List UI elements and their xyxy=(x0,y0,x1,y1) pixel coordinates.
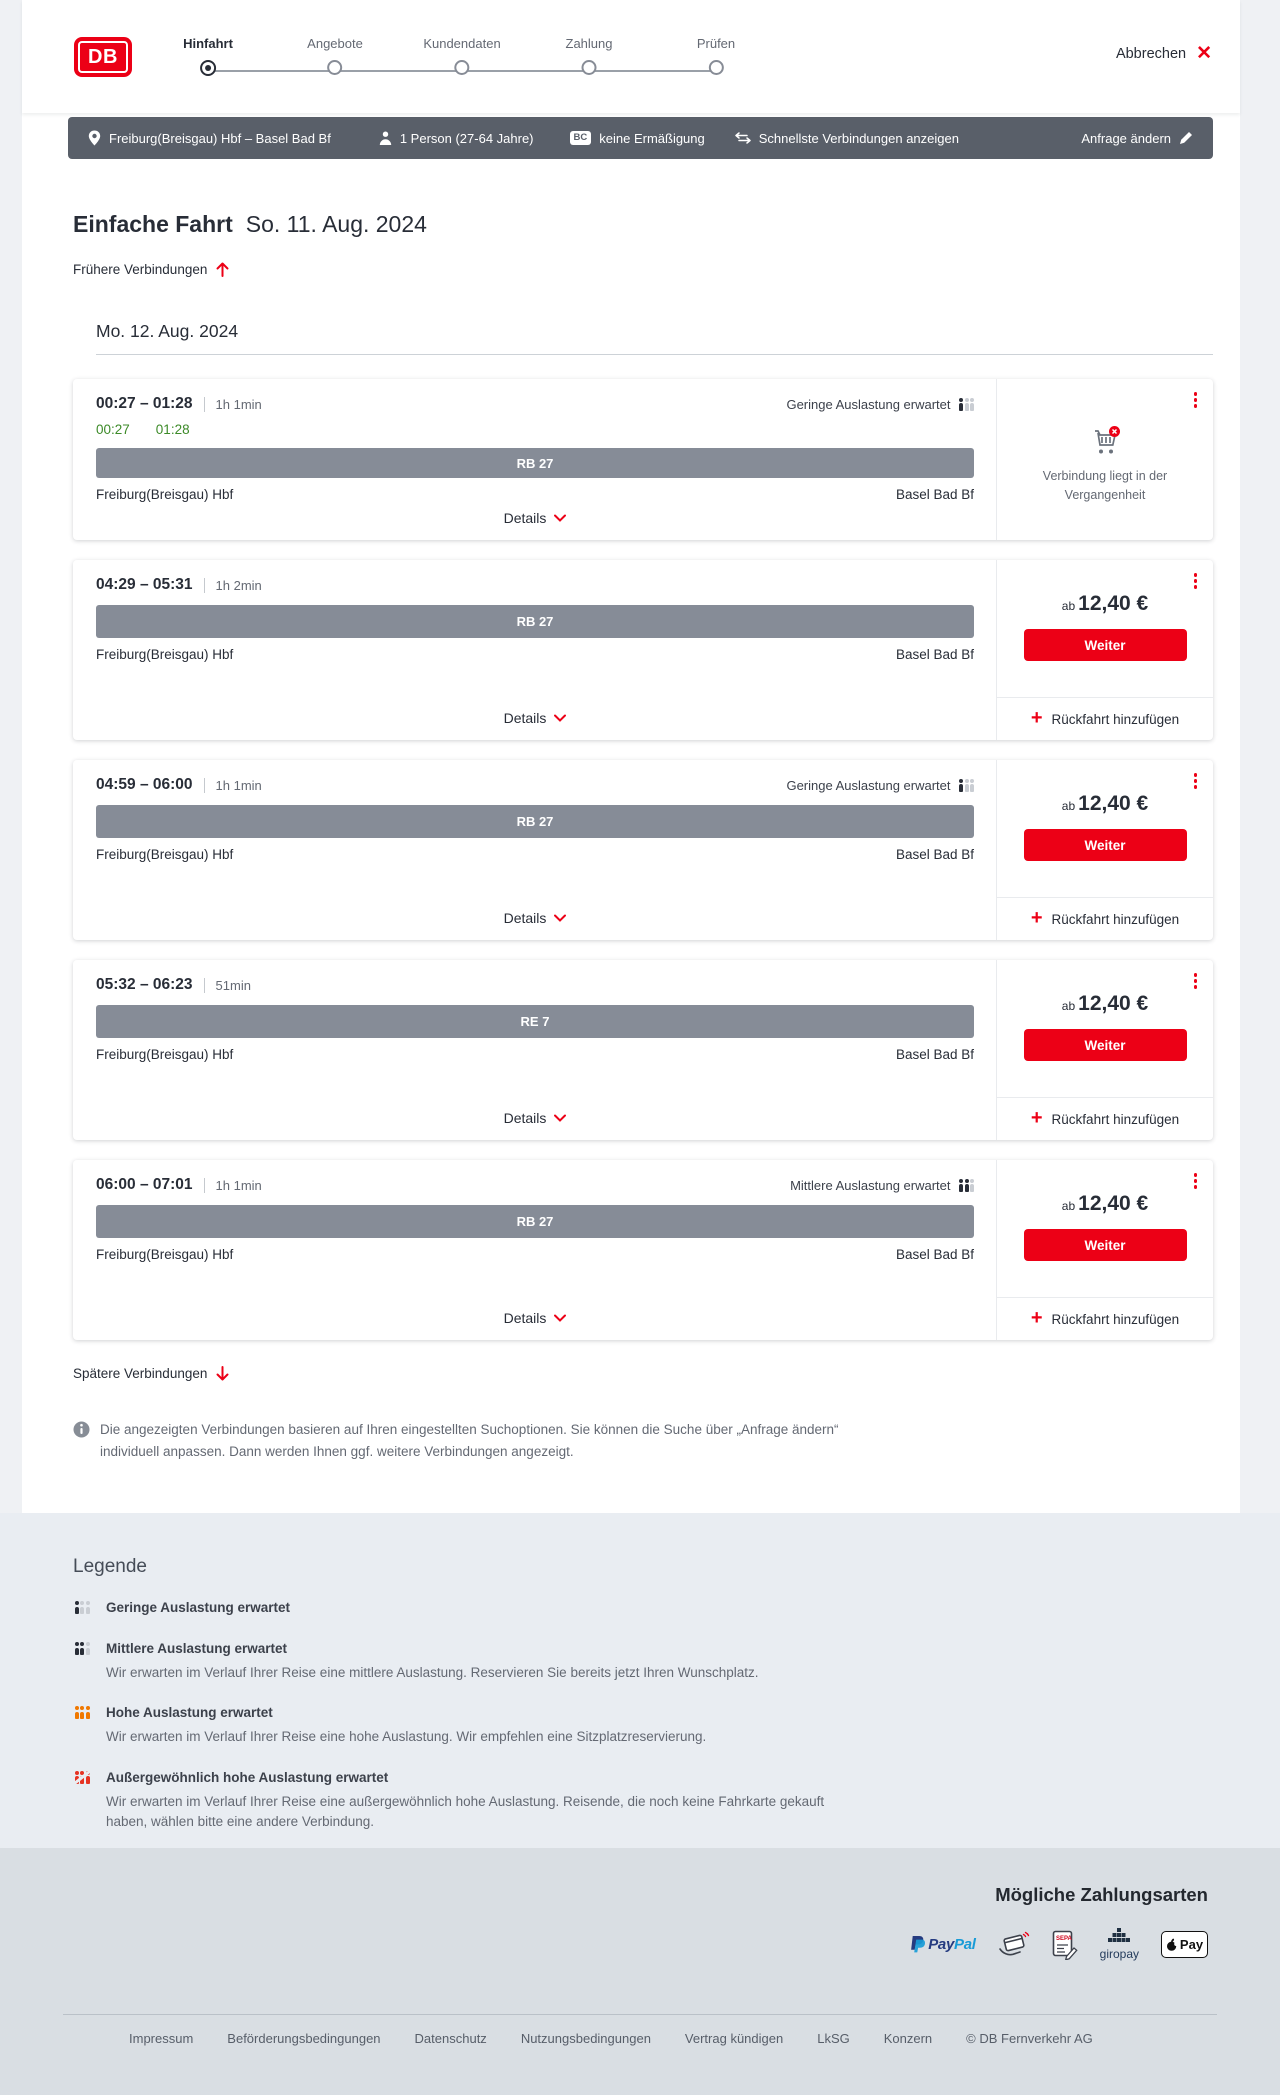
legend-item-medium xyxy=(73,1641,1280,1683)
more-options-button[interactable] xyxy=(1191,770,1201,792)
occupancy-low-icon xyxy=(958,779,975,792)
giropay-icon xyxy=(1100,1928,1139,1961)
departure-station: Freiburg(Breisgau) Hbf xyxy=(96,847,234,862)
plus-icon: + xyxy=(1030,1107,1043,1129)
arrival-station: Basel Bad Bf xyxy=(895,1247,974,1262)
location-pin-icon xyxy=(88,130,101,146)
cancel-label: Abbrechen xyxy=(1115,45,1187,62)
connection-main xyxy=(73,560,996,740)
price xyxy=(1062,592,1148,616)
more-options-button[interactable] xyxy=(1191,970,1201,992)
occupancy-indicator xyxy=(786,778,974,793)
connection-times: 04:29 – 05:31 xyxy=(96,576,193,593)
discount-summary xyxy=(570,131,705,146)
discount-text: keine Ermäßigung xyxy=(599,130,705,146)
connection-duration: 1h 1min xyxy=(204,397,262,412)
connection-duration: 1h 2min xyxy=(204,578,262,593)
occupancy-label: Geringe Auslastung erwartet xyxy=(786,396,951,412)
later-connections-link[interactable] xyxy=(73,1366,229,1381)
connection-times: 05:32 – 06:23 xyxy=(96,976,193,993)
cancel-button[interactable] xyxy=(1116,44,1212,63)
trip-date: So. 11. Aug. 2024 xyxy=(245,211,427,237)
svg-text:SEPA: SEPA xyxy=(1055,1935,1072,1942)
legend-item-label: Hohe Auslastung erwartet xyxy=(106,1705,273,1721)
price-amount: 12,40 € xyxy=(1078,792,1149,815)
occupancy-medium-icon xyxy=(958,1179,975,1192)
train-label: RB 27 xyxy=(516,1214,554,1229)
price-prefix: ab xyxy=(1061,999,1076,1013)
earlier-connections-link[interactable] xyxy=(73,262,229,277)
passenger-summary xyxy=(379,131,534,146)
arrival-station: Basel Bad Bf xyxy=(895,1047,974,1062)
chevron-down-icon xyxy=(554,1314,566,1322)
db-logo-text: DB xyxy=(88,45,118,68)
step-dot-icon xyxy=(454,60,469,75)
page-title xyxy=(73,211,1213,238)
search-options-note-text: Die angezeigten Verbindungen basieren auf Ihren eingestellten Suchoptionen. Sie können die Suche über „Anfrage ändern“ individuell anpassen. Dann werden Ihnen ggf. weitere Verbindungen angezeigt. xyxy=(100,1422,839,1459)
add-return-button[interactable] xyxy=(1030,1307,1180,1329)
occupancy-low-icon xyxy=(73,1601,90,1614)
past-note-text: Verbindung liegt in der Vergangenheit xyxy=(1042,469,1168,502)
earlier-connections-label: Frühere Verbindungen xyxy=(73,262,208,277)
connection-main xyxy=(73,379,996,540)
details-toggle[interactable] xyxy=(504,502,567,530)
price xyxy=(1062,992,1148,1016)
connection-times: 06:00 – 07:01 xyxy=(96,1176,193,1193)
connection-main xyxy=(73,760,996,940)
payment-methods xyxy=(910,1928,1208,1961)
legend-item-label: Geringe Auslastung erwartet xyxy=(106,1600,291,1615)
connection-side-panel xyxy=(996,960,1213,1140)
arrow-up-icon xyxy=(216,262,229,277)
details-label: Details xyxy=(503,510,547,526)
connection-duration: 51min xyxy=(204,978,251,993)
footer-link-vertrag-kuendigen[interactable]: Vertrag kündigen xyxy=(684,2031,784,2046)
plus-icon: + xyxy=(1030,907,1043,929)
chevron-down-icon xyxy=(554,914,566,922)
paypal-text: Pal xyxy=(954,1936,976,1953)
occupancy-exceptional-icon xyxy=(73,1771,90,1784)
train-label: RB 27 xyxy=(516,614,554,629)
bahncard-icon: BC xyxy=(570,131,592,145)
train-segment-bar[interactable] xyxy=(96,1205,974,1238)
past-connection-note xyxy=(997,379,1213,540)
price-prefix: ab xyxy=(1061,599,1076,613)
connection-duration: 1h 1min xyxy=(204,778,262,793)
details-toggle[interactable] xyxy=(504,902,567,930)
details-toggle[interactable] xyxy=(504,1102,567,1130)
chevron-down-icon xyxy=(554,714,566,722)
footer-link-nutzungsbedingungen[interactable]: Nutzungsbedingungen xyxy=(520,2031,651,2046)
departure-station: Freiburg(Breisgau) Hbf xyxy=(96,1247,234,1262)
legend-item-desc: Wir erwarten im Verlauf Ihrer Reise eine außergewöhnlich hohe Auslastung. Reisende, die noch keine Fahrkarte gekauft haben, wählen bitte eine andere Verbindung. xyxy=(106,1793,825,1829)
connection-card xyxy=(73,760,1213,940)
weiter-button[interactable]: Weiter xyxy=(1024,1029,1187,1061)
train-segment-bar[interactable] xyxy=(96,448,974,478)
details-toggle[interactable] xyxy=(504,1302,567,1330)
legend-item-desc: Wir erwarten im Verlauf Ihrer Reise eine hohe Auslastung. Wir empfehlen eine Sitzplatzreservierung. xyxy=(106,1729,707,1745)
search-options-note xyxy=(73,1419,853,1462)
price-amount: 12,40 € xyxy=(1078,592,1149,615)
credit-card-icon xyxy=(998,1931,1030,1959)
giropay-label: giropay xyxy=(1099,1947,1139,1961)
footer-link-impressum[interactable]: Impressum xyxy=(129,2031,194,2046)
add-return-button[interactable] xyxy=(1030,907,1180,929)
add-return-label: Rückfahrt hinzufügen xyxy=(1051,711,1180,727)
apple-pay-icon xyxy=(1161,1931,1208,1958)
connection-side-panel xyxy=(996,379,1213,540)
connection-list xyxy=(73,379,1213,1340)
price xyxy=(1062,792,1148,816)
day-separator xyxy=(96,354,1213,355)
route-summary xyxy=(88,130,331,146)
footer-link-konzern[interactable]: Konzern xyxy=(883,2031,933,2046)
footer xyxy=(63,2014,1217,2046)
occupancy-label: Geringe Auslastung erwartet xyxy=(786,777,951,793)
db-logo[interactable] xyxy=(74,37,132,77)
step-hinfahrt[interactable] xyxy=(183,36,233,76)
train-segment-bar[interactable] xyxy=(96,1005,974,1038)
step-dot-icon xyxy=(327,60,342,75)
details-label: Details xyxy=(503,910,547,926)
step-label: Angebote xyxy=(307,36,363,51)
weiter-button[interactable]: Weiter xyxy=(1024,829,1187,861)
arrival-station: Basel Bad Bf xyxy=(895,647,974,662)
weiter-button[interactable]: Weiter xyxy=(1024,1229,1187,1261)
occupancy-label: Mittlere Auslastung erwartet xyxy=(790,1177,951,1193)
step-zahlung[interactable] xyxy=(566,36,613,75)
add-return-label: Rückfahrt hinzufügen xyxy=(1051,1311,1180,1327)
step-label: Hinfahrt xyxy=(183,36,233,51)
step-label: Kundendaten xyxy=(423,36,501,51)
connection-card xyxy=(73,1160,1213,1340)
more-options-button[interactable] xyxy=(1191,570,1201,592)
price-prefix: ab xyxy=(1061,799,1076,813)
price xyxy=(1062,1192,1148,1216)
day-section-header xyxy=(96,321,1213,355)
step-dot-active-icon xyxy=(200,60,216,76)
arrival-station: Basel Bad Bf xyxy=(895,847,974,862)
connection-card xyxy=(73,560,1213,740)
change-request-label: Anfrage ändern xyxy=(1081,130,1171,146)
footer-copyright: © DB Fernverkehr AG xyxy=(966,2031,1093,2046)
trip-type-title: Einfache Fahrt xyxy=(73,211,233,237)
add-return-button[interactable] xyxy=(1030,1107,1180,1129)
more-options-button[interactable] xyxy=(1191,1170,1201,1192)
route-text: Freiburg(Breisgau) Hbf – Basel Bad Bf xyxy=(109,130,331,146)
footer-link-befoerderungsbedingungen[interactable]: Beförderungsbedingungen xyxy=(227,2031,381,2046)
connection-duration: 1h 1min xyxy=(204,1178,262,1193)
step-label: Prüfen xyxy=(696,36,736,51)
sepa-direct-debit-icon xyxy=(1052,1930,1078,1960)
price-prefix: ab xyxy=(1061,1199,1076,1213)
occupancy-medium-icon xyxy=(73,1642,90,1655)
occupancy-high-icon xyxy=(73,1706,90,1719)
train-label: RE 7 xyxy=(520,1014,550,1029)
connection-card xyxy=(73,960,1213,1140)
step-dot-icon xyxy=(709,60,724,75)
legend-item-low xyxy=(73,1600,1280,1619)
payment-section xyxy=(0,1848,1280,2095)
legend-item-label: Mittlere Auslastung erwartet xyxy=(106,1641,288,1656)
legend-item-desc: Wir erwarten im Verlauf Ihrer Reise eine mittlere Auslastung. Reservieren Sie bereits jetzt Ihren Wunschplatz. xyxy=(106,1665,759,1680)
plus-icon: + xyxy=(1030,1307,1043,1329)
weiter-button[interactable]: Weiter xyxy=(1024,629,1187,661)
realtime-arrival: 01:28 xyxy=(155,422,190,437)
plus-icon: + xyxy=(1030,707,1043,729)
legend-title: Legende xyxy=(73,1556,147,1577)
add-return-button[interactable] xyxy=(1030,707,1180,729)
apple-pay-label: Pay xyxy=(1179,1937,1204,1952)
connection-side-panel xyxy=(996,1160,1213,1340)
more-options-button[interactable] xyxy=(1191,389,1201,411)
connection-times: 04:59 – 06:00 xyxy=(96,776,193,793)
details-label: Details xyxy=(503,1310,547,1326)
arrival-station: Basel Bad Bf xyxy=(895,487,974,502)
search-summary-bar xyxy=(68,117,1213,159)
connection-times: 00:27 – 01:28 xyxy=(96,395,193,412)
person-icon xyxy=(379,131,392,145)
details-label: Details xyxy=(503,710,547,726)
price-amount: 12,40 € xyxy=(1078,992,1149,1015)
occupancy-indicator xyxy=(786,397,974,412)
realtime-times xyxy=(96,422,974,437)
paypal-text: Pay xyxy=(928,1936,955,1953)
occupancy-indicator xyxy=(790,1178,974,1193)
departure-station: Freiburg(Breisgau) Hbf xyxy=(96,1047,234,1062)
cart-unavailable-icon xyxy=(1087,424,1123,457)
connection-card xyxy=(73,379,1213,540)
train-segment-bar[interactable] xyxy=(96,605,974,638)
pencil-icon xyxy=(1179,131,1193,145)
info-icon xyxy=(73,1421,90,1438)
price-amount: 12,40 € xyxy=(1078,1192,1149,1215)
chevron-down-icon xyxy=(554,514,566,522)
step-pruefen[interactable] xyxy=(697,36,735,75)
footer-link-datenschutz[interactable]: Datenschutz xyxy=(414,2031,487,2046)
fastest-connections-toggle[interactable] xyxy=(735,131,959,146)
arrow-down-icon xyxy=(216,1366,229,1381)
departure-station: Freiburg(Breisgau) Hbf xyxy=(96,487,234,502)
train-label: RB 27 xyxy=(516,455,554,471)
legend-item-exceptional xyxy=(73,1770,1280,1833)
later-connections-label: Spätere Verbindungen xyxy=(73,1366,208,1381)
close-icon: ✕ xyxy=(1196,43,1212,64)
legend-item-label: Außergewöhnlich hohe Auslastung erwartet xyxy=(106,1769,389,1785)
train-segment-bar[interactable] xyxy=(96,805,974,838)
details-toggle[interactable] xyxy=(504,702,567,730)
step-kundendaten[interactable] xyxy=(423,36,500,75)
details-label: Details xyxy=(503,1110,547,1126)
main-sheet xyxy=(22,0,1240,1513)
connection-side-panel xyxy=(996,560,1213,740)
fastest-label: Schnellste Verbindungen anzeigen xyxy=(758,130,959,146)
step-label: Zahlung xyxy=(565,36,613,51)
footer-link-lksg[interactable]: LkSG xyxy=(817,2031,850,2046)
add-return-label: Rückfahrt hinzufügen xyxy=(1051,1111,1180,1127)
train-label: RB 27 xyxy=(516,814,554,829)
step-angebote[interactable] xyxy=(307,36,363,75)
change-request-button[interactable] xyxy=(1081,131,1193,146)
chevron-down-icon xyxy=(554,1114,566,1122)
occupancy-low-icon xyxy=(958,398,975,411)
swap-arrows-icon xyxy=(735,132,751,144)
payment-title: Mögliche Zahlungsarten xyxy=(995,1884,1208,1905)
paypal-icon xyxy=(910,1935,975,1954)
departure-station: Freiburg(Breisgau) Hbf xyxy=(96,647,234,662)
add-return-label: Rückfahrt hinzufügen xyxy=(1051,911,1180,927)
legend-section xyxy=(0,1513,1280,1848)
connection-main xyxy=(73,960,996,1140)
passenger-text: 1 Person (27-64 Jahre) xyxy=(399,130,534,146)
legend-item-high xyxy=(73,1705,1280,1747)
connection-side-panel xyxy=(996,760,1213,940)
app-header xyxy=(22,0,1240,113)
step-dot-icon xyxy=(581,60,596,75)
day-label: Mo. 12. Aug. 2024 xyxy=(96,321,239,341)
connection-main xyxy=(73,1160,996,1340)
realtime-departure: 00:27 xyxy=(96,422,130,437)
